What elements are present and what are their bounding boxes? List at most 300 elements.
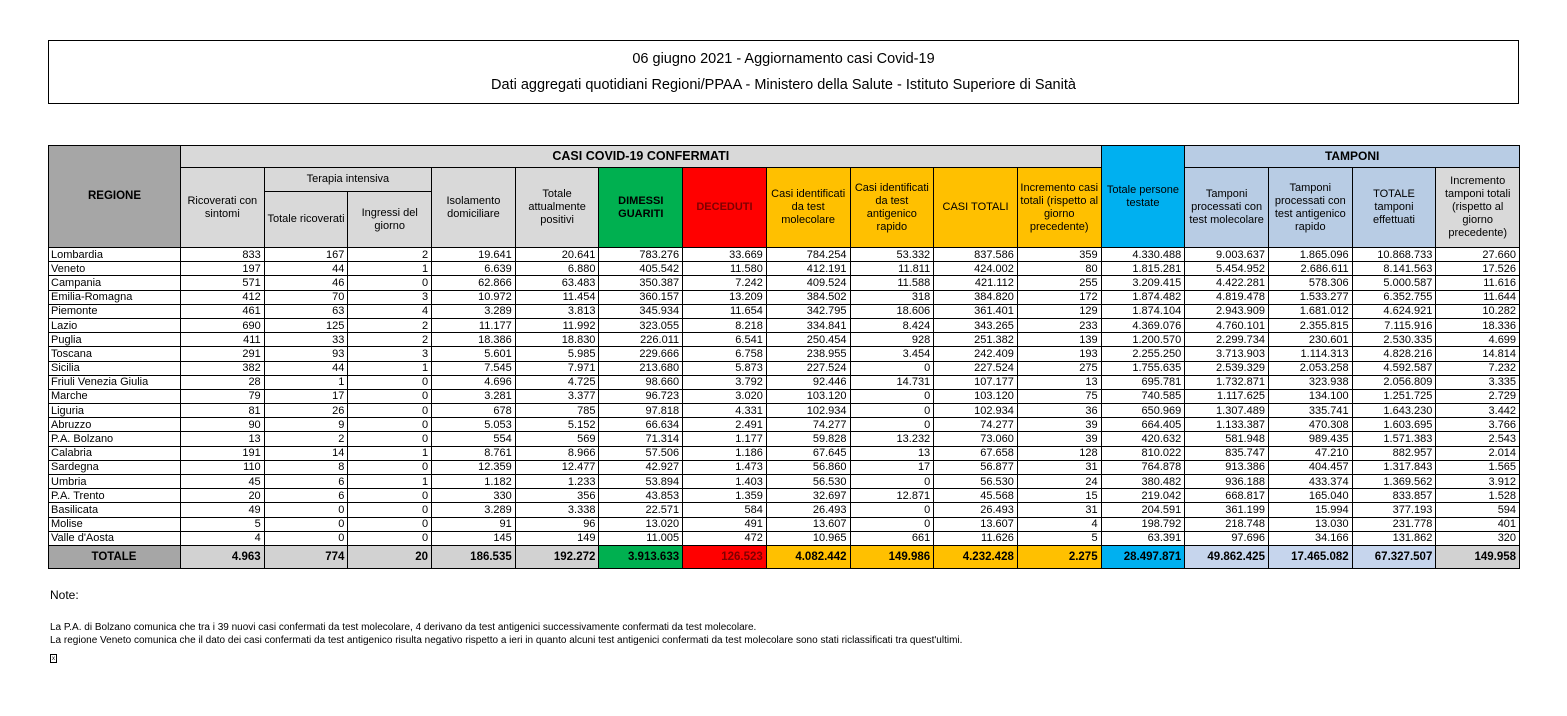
value-cell: 20 xyxy=(348,545,432,568)
value-cell: 3.377 xyxy=(515,389,599,403)
value-cell: 320 xyxy=(1436,531,1520,545)
region-name: Toscana xyxy=(49,347,181,361)
value-cell: 3.020 xyxy=(683,389,767,403)
value-cell: 0 xyxy=(348,489,432,503)
value-cell: 2.943.909 xyxy=(1185,304,1269,318)
value-cell: 0 xyxy=(850,361,934,375)
value-cell: 17.526 xyxy=(1436,262,1520,276)
value-cell: 783.276 xyxy=(599,248,683,262)
table-row xyxy=(49,333,1520,347)
value-cell: 14.814 xyxy=(1436,347,1520,361)
value-cell: 1.117.625 xyxy=(1185,389,1269,403)
value-cell: 0 xyxy=(850,503,934,517)
value-cell: 323.055 xyxy=(599,318,683,332)
value-cell: 27.660 xyxy=(1436,248,1520,262)
table-row xyxy=(49,418,1520,432)
value-cell: 3 xyxy=(348,347,432,361)
value-cell: 13.607 xyxy=(766,517,850,531)
value-cell: 74.277 xyxy=(766,418,850,432)
value-cell: 356 xyxy=(515,489,599,503)
value-cell: 3.913.633 xyxy=(599,545,683,568)
value-cell: 39 xyxy=(1017,418,1101,432)
value-cell: 833.857 xyxy=(1352,489,1436,503)
value-cell: 149.958 xyxy=(1436,545,1520,568)
value-cell: 382 xyxy=(181,361,265,375)
value-cell: 1.603.695 xyxy=(1352,418,1436,432)
value-cell: 18.606 xyxy=(850,304,934,318)
value-cell: 70 xyxy=(264,290,348,304)
value-cell: 11.177 xyxy=(432,318,516,332)
value-cell: 125 xyxy=(264,318,348,332)
value-cell: 191 xyxy=(181,446,265,460)
value-cell: 2 xyxy=(348,333,432,347)
value-cell: 4.624.921 xyxy=(1352,304,1436,318)
value-cell: 4.819.478 xyxy=(1185,290,1269,304)
value-cell: 7.971 xyxy=(515,361,599,375)
value-cell: 4.592.587 xyxy=(1352,361,1436,375)
value-cell: 11.454 xyxy=(515,290,599,304)
value-cell: 5.454.952 xyxy=(1185,262,1269,276)
value-cell: 102.934 xyxy=(766,404,850,418)
value-cell: 1.307.489 xyxy=(1185,404,1269,418)
value-cell: 2.530.335 xyxy=(1352,333,1436,347)
value-cell: 678 xyxy=(432,404,516,418)
value-cell: 15.994 xyxy=(1268,503,1352,517)
region-name: P.A. Trento xyxy=(49,489,181,503)
col-header-totale-attualmente-positivi: Totale attualmente positivi xyxy=(515,168,599,248)
value-cell: 79 xyxy=(181,389,265,403)
value-cell: 350.387 xyxy=(599,276,683,290)
value-cell: 17 xyxy=(264,389,348,403)
value-cell: 218.748 xyxy=(1185,517,1269,531)
value-cell: 11.992 xyxy=(515,318,599,332)
table-row xyxy=(49,404,1520,418)
value-cell: 7.242 xyxy=(683,276,767,290)
value-cell: 1.200.570 xyxy=(1101,333,1185,347)
value-cell: 56.530 xyxy=(934,475,1018,489)
value-cell: 0 xyxy=(264,531,348,545)
value-cell: 1.251.725 xyxy=(1352,389,1436,403)
value-cell: 28 xyxy=(181,375,265,389)
region-name: Lombardia xyxy=(49,248,181,262)
value-cell: 1.403 xyxy=(683,475,767,489)
value-cell: 251.382 xyxy=(934,333,1018,347)
value-cell: 7.545 xyxy=(432,361,516,375)
value-cell: 1.133.387 xyxy=(1185,418,1269,432)
value-cell: 44 xyxy=(264,262,348,276)
value-cell: 334.841 xyxy=(766,318,850,332)
value-cell: 2.686.611 xyxy=(1268,262,1352,276)
col-header-tamponi-molecolare: Tamponi processati con test molecolare xyxy=(1185,168,1269,248)
col-header-incremento-casi: Incremento casi totali (rispetto al giorno precedente) xyxy=(1017,168,1101,248)
table-row xyxy=(49,489,1520,503)
value-cell: 242.409 xyxy=(934,347,1018,361)
value-cell: 33 xyxy=(264,333,348,347)
value-cell: 571 xyxy=(181,276,265,290)
value-cell: 20 xyxy=(181,489,265,503)
value-cell: 98.660 xyxy=(599,375,683,389)
value-cell: 650.969 xyxy=(1101,404,1185,418)
value-cell: 59.828 xyxy=(766,432,850,446)
region-name: Puglia xyxy=(49,333,181,347)
value-cell: 0 xyxy=(348,375,432,389)
region-name: Campania xyxy=(49,276,181,290)
value-cell: 690 xyxy=(181,318,265,332)
value-cell: 165.040 xyxy=(1268,489,1352,503)
value-cell: 4.331 xyxy=(683,404,767,418)
value-cell: 810.022 xyxy=(1101,446,1185,460)
value-cell: 17.465.082 xyxy=(1268,545,1352,568)
region-name: Friuli Venezia Giulia xyxy=(49,375,181,389)
value-cell: 32.697 xyxy=(766,489,850,503)
value-cell: 12.359 xyxy=(432,460,516,474)
value-cell: 6 xyxy=(264,475,348,489)
value-cell: 15 xyxy=(1017,489,1101,503)
table-row xyxy=(49,517,1520,531)
table-row xyxy=(49,460,1520,474)
notdef-box-glyph: x xyxy=(52,656,55,662)
value-cell: 53.894 xyxy=(599,475,683,489)
value-cell: 3 xyxy=(348,290,432,304)
value-cell: 8.424 xyxy=(850,318,934,332)
value-cell: 192.272 xyxy=(515,545,599,568)
value-cell: 20.641 xyxy=(515,248,599,262)
value-cell: 56.877 xyxy=(934,460,1018,474)
value-cell: 26.493 xyxy=(766,503,850,517)
value-cell: 1.359 xyxy=(683,489,767,503)
value-cell: 172 xyxy=(1017,290,1101,304)
value-cell: 581.948 xyxy=(1185,432,1269,446)
value-cell: 345.934 xyxy=(599,304,683,318)
value-cell: 668.817 xyxy=(1185,489,1269,503)
value-cell: 5.152 xyxy=(515,418,599,432)
value-cell: 421.112 xyxy=(934,276,1018,290)
table-row xyxy=(49,475,1520,489)
value-cell: 2.299.734 xyxy=(1185,333,1269,347)
value-cell: 131.862 xyxy=(1352,531,1436,545)
value-cell: 11.005 xyxy=(599,531,683,545)
value-cell: 3.209.415 xyxy=(1101,276,1185,290)
value-cell: 2 xyxy=(264,432,348,446)
value-cell: 1.177 xyxy=(683,432,767,446)
value-cell: 13.232 xyxy=(850,432,934,446)
value-cell: 0 xyxy=(850,389,934,403)
value-cell: 63.391 xyxy=(1101,531,1185,545)
region-name: Veneto xyxy=(49,262,181,276)
region-name: P.A. Bolzano xyxy=(49,432,181,446)
value-cell: 11.616 xyxy=(1436,276,1520,290)
value-cell: 6 xyxy=(264,489,348,503)
value-cell: 1.643.230 xyxy=(1352,404,1436,418)
region-name: Umbria xyxy=(49,475,181,489)
value-cell: 97.818 xyxy=(599,404,683,418)
region-name: Liguria xyxy=(49,404,181,418)
col-header-tamponi-antigenico: Tamponi processati con test antigenico rapido xyxy=(1268,168,1352,248)
value-cell: 231.778 xyxy=(1352,517,1436,531)
value-cell: 291 xyxy=(181,347,265,361)
value-cell: 90 xyxy=(181,418,265,432)
value-cell: 5.873 xyxy=(683,361,767,375)
table-row xyxy=(49,347,1520,361)
value-cell: 238.955 xyxy=(766,347,850,361)
value-cell: 1.233 xyxy=(515,475,599,489)
value-cell: 1.755.635 xyxy=(1101,361,1185,375)
value-cell: 56.860 xyxy=(766,460,850,474)
value-cell: 569 xyxy=(515,432,599,446)
total-row xyxy=(49,545,1520,568)
value-cell: 2.491 xyxy=(683,418,767,432)
value-cell: 3.335 xyxy=(1436,375,1520,389)
value-cell: 13 xyxy=(850,446,934,460)
value-cell: 134.100 xyxy=(1268,389,1352,403)
value-cell: 913.386 xyxy=(1185,460,1269,474)
value-cell: 695.781 xyxy=(1101,375,1185,389)
value-cell: 1.874.482 xyxy=(1101,290,1185,304)
value-cell: 2.543 xyxy=(1436,432,1520,446)
value-cell: 0 xyxy=(264,517,348,531)
value-cell: 3.912 xyxy=(1436,475,1520,489)
table-row xyxy=(49,375,1520,389)
value-cell: 49 xyxy=(181,503,265,517)
value-cell: 404.457 xyxy=(1268,460,1352,474)
col-header-incremento-tamponi: Incremento tamponi totali (rispetto al giorno precedente) xyxy=(1436,168,1520,248)
value-cell: 361.401 xyxy=(934,304,1018,318)
value-cell: 129 xyxy=(1017,304,1101,318)
value-cell: 275 xyxy=(1017,361,1101,375)
value-cell: 53.332 xyxy=(850,248,934,262)
value-cell: 4.696 xyxy=(432,375,516,389)
value-cell: 11.580 xyxy=(683,262,767,276)
region-name: Abruzzo xyxy=(49,418,181,432)
value-cell: 936.188 xyxy=(1185,475,1269,489)
value-cell: 13.020 xyxy=(599,517,683,531)
value-cell: 833 xyxy=(181,248,265,262)
group-header-casi-confermati: CASI COVID-19 CONFERMATI xyxy=(181,146,1102,168)
value-cell: 837.586 xyxy=(934,248,1018,262)
region-name: Emilia-Romagna xyxy=(49,290,181,304)
col-header-casi-test-molecolare: Casi identificati da test molecolare xyxy=(766,168,850,248)
value-cell: 6.880 xyxy=(515,262,599,276)
value-cell: 62.866 xyxy=(432,276,516,290)
table-row xyxy=(49,446,1520,460)
value-cell: 12.477 xyxy=(515,460,599,474)
value-cell: 1.317.843 xyxy=(1352,460,1436,474)
value-cell: 7.115.916 xyxy=(1352,318,1436,332)
value-cell: 764.878 xyxy=(1101,460,1185,474)
value-cell: 0 xyxy=(348,404,432,418)
value-cell: 186.535 xyxy=(432,545,516,568)
value-cell: 198.792 xyxy=(1101,517,1185,531)
region-name: Molise xyxy=(49,517,181,531)
value-cell: 128 xyxy=(1017,446,1101,460)
value-cell: 149 xyxy=(515,531,599,545)
value-cell: 193 xyxy=(1017,347,1101,361)
value-cell: 49.862.425 xyxy=(1185,545,1269,568)
value-cell: 377.193 xyxy=(1352,503,1436,517)
value-cell: 126.523 xyxy=(683,545,767,568)
col-header-dimessi-guariti: DIMESSI GUARITI xyxy=(599,168,683,248)
value-cell: 14 xyxy=(264,446,348,460)
value-cell: 8.218 xyxy=(683,318,767,332)
value-cell: 18.386 xyxy=(432,333,516,347)
value-cell: 197 xyxy=(181,262,265,276)
value-cell: 412.191 xyxy=(766,262,850,276)
value-cell: 10.868.733 xyxy=(1352,248,1436,262)
value-cell: 13 xyxy=(181,432,265,446)
value-cell: 6.352.755 xyxy=(1352,290,1436,304)
col-header-totale-tamponi: TOTALE tamponi effettuati xyxy=(1352,168,1436,248)
value-cell: 97.696 xyxy=(1185,531,1269,545)
value-cell: 4.699 xyxy=(1436,333,1520,347)
value-cell: 73.060 xyxy=(934,432,1018,446)
value-cell: 13.030 xyxy=(1268,517,1352,531)
value-cell: 1.369.562 xyxy=(1352,475,1436,489)
value-cell: 26.493 xyxy=(934,503,1018,517)
value-cell: 359 xyxy=(1017,248,1101,262)
value-cell: 1.528 xyxy=(1436,489,1520,503)
value-cell: 71.314 xyxy=(599,432,683,446)
value-cell: 13.209 xyxy=(683,290,767,304)
col-header-ingressi-del-giorno: Ingressi del giorno xyxy=(348,192,432,248)
value-cell: 785 xyxy=(515,404,599,418)
value-cell: 384.820 xyxy=(934,290,1018,304)
value-cell: 11.654 xyxy=(683,304,767,318)
value-cell: 10.282 xyxy=(1436,304,1520,318)
value-cell: 4 xyxy=(181,531,265,545)
value-cell: 28.497.871 xyxy=(1101,545,1185,568)
value-cell: 42.927 xyxy=(599,460,683,474)
value-cell: 433.374 xyxy=(1268,475,1352,489)
value-cell: 4.828.216 xyxy=(1352,347,1436,361)
value-cell: 3.442 xyxy=(1436,404,1520,418)
table-row xyxy=(49,503,1520,517)
value-cell: 2.275 xyxy=(1017,545,1101,568)
table-row xyxy=(49,248,1520,262)
value-cell: 107.177 xyxy=(934,375,1018,389)
value-cell: 3.289 xyxy=(432,304,516,318)
value-cell: 1.533.277 xyxy=(1268,290,1352,304)
value-cell: 0 xyxy=(348,531,432,545)
table-row xyxy=(49,361,1520,375)
notes-title: Note: xyxy=(50,588,79,602)
value-cell: 67.645 xyxy=(766,446,850,460)
value-cell: 472 xyxy=(683,531,767,545)
value-cell: 96.723 xyxy=(599,389,683,403)
value-cell: 6.639 xyxy=(432,262,516,276)
table-row xyxy=(49,304,1520,318)
title-line-1: 06 giugno 2021 - Aggiornamento casi Covid-19 xyxy=(632,51,935,67)
value-cell: 2 xyxy=(348,318,432,332)
value-cell: 3.813 xyxy=(515,304,599,318)
value-cell: 63 xyxy=(264,304,348,318)
value-cell: 11.588 xyxy=(850,276,934,290)
value-cell: 17 xyxy=(850,460,934,474)
table-row xyxy=(49,262,1520,276)
value-cell: 420.632 xyxy=(1101,432,1185,446)
value-cell: 233 xyxy=(1017,318,1101,332)
value-cell: 0 xyxy=(348,517,432,531)
value-cell: 2.014 xyxy=(1436,446,1520,460)
value-cell: 342.795 xyxy=(766,304,850,318)
value-cell: 1.874.104 xyxy=(1101,304,1185,318)
value-cell: 8.761 xyxy=(432,446,516,460)
value-cell: 1.815.281 xyxy=(1101,262,1185,276)
value-cell: 96 xyxy=(515,517,599,531)
value-cell: 1 xyxy=(348,446,432,460)
value-cell: 0 xyxy=(850,517,934,531)
value-cell: 1 xyxy=(348,361,432,375)
value-cell: 2.255.250 xyxy=(1101,347,1185,361)
value-cell: 230.601 xyxy=(1268,333,1352,347)
value-cell: 661 xyxy=(850,531,934,545)
value-cell: 145 xyxy=(432,531,516,545)
value-cell: 10.972 xyxy=(432,290,516,304)
value-cell: 2 xyxy=(348,248,432,262)
value-cell: 594 xyxy=(1436,503,1520,517)
value-cell: 405.542 xyxy=(599,262,683,276)
group-header-tamponi: TAMPONI xyxy=(1185,146,1520,168)
value-cell: 0 xyxy=(348,276,432,290)
value-cell: 12.871 xyxy=(850,489,934,503)
value-cell: 0 xyxy=(348,503,432,517)
value-cell: 412 xyxy=(181,290,265,304)
value-cell: 102.934 xyxy=(934,404,1018,418)
value-cell: 4.963 xyxy=(181,545,265,568)
value-cell: 5.000.587 xyxy=(1352,276,1436,290)
value-cell: 380.482 xyxy=(1101,475,1185,489)
value-cell: 227.524 xyxy=(934,361,1018,375)
value-cell: 5.053 xyxy=(432,418,516,432)
region-name: Calabria xyxy=(49,446,181,460)
value-cell: 14.731 xyxy=(850,375,934,389)
value-cell: 5 xyxy=(1017,531,1101,545)
value-cell: 43.853 xyxy=(599,489,683,503)
table-body xyxy=(49,248,1520,569)
value-cell: 835.747 xyxy=(1185,446,1269,460)
value-cell: 11.644 xyxy=(1436,290,1520,304)
value-cell: 45 xyxy=(181,475,265,489)
value-cell: 343.265 xyxy=(934,318,1018,332)
value-cell: 91 xyxy=(432,517,516,531)
value-cell: 0 xyxy=(850,404,934,418)
value-cell: 18.830 xyxy=(515,333,599,347)
value-cell: 47.210 xyxy=(1268,446,1352,460)
value-cell: 229.666 xyxy=(599,347,683,361)
value-cell: 2.056.809 xyxy=(1352,375,1436,389)
covid-data-table xyxy=(48,145,1520,569)
value-cell: 19.641 xyxy=(432,248,516,262)
value-cell: 5 xyxy=(181,517,265,531)
value-cell: 989.435 xyxy=(1268,432,1352,446)
value-cell: 219.042 xyxy=(1101,489,1185,503)
value-cell: 784.254 xyxy=(766,248,850,262)
value-cell: 67.658 xyxy=(934,446,1018,460)
value-cell: 3.766 xyxy=(1436,418,1520,432)
col-header-totale-persone-testate: Totale persone testate xyxy=(1101,146,1185,248)
value-cell: 3.713.903 xyxy=(1185,347,1269,361)
value-cell: 2.539.329 xyxy=(1185,361,1269,375)
value-cell: 74.277 xyxy=(934,418,1018,432)
value-cell: 1.681.012 xyxy=(1268,304,1352,318)
value-cell: 255 xyxy=(1017,276,1101,290)
value-cell: 0 xyxy=(348,418,432,432)
value-cell: 8 xyxy=(264,460,348,474)
value-cell: 80 xyxy=(1017,262,1101,276)
value-cell: 4.725 xyxy=(515,375,599,389)
value-cell: 335.741 xyxy=(1268,404,1352,418)
value-cell: 1.865.096 xyxy=(1268,248,1352,262)
value-cell: 928 xyxy=(850,333,934,347)
